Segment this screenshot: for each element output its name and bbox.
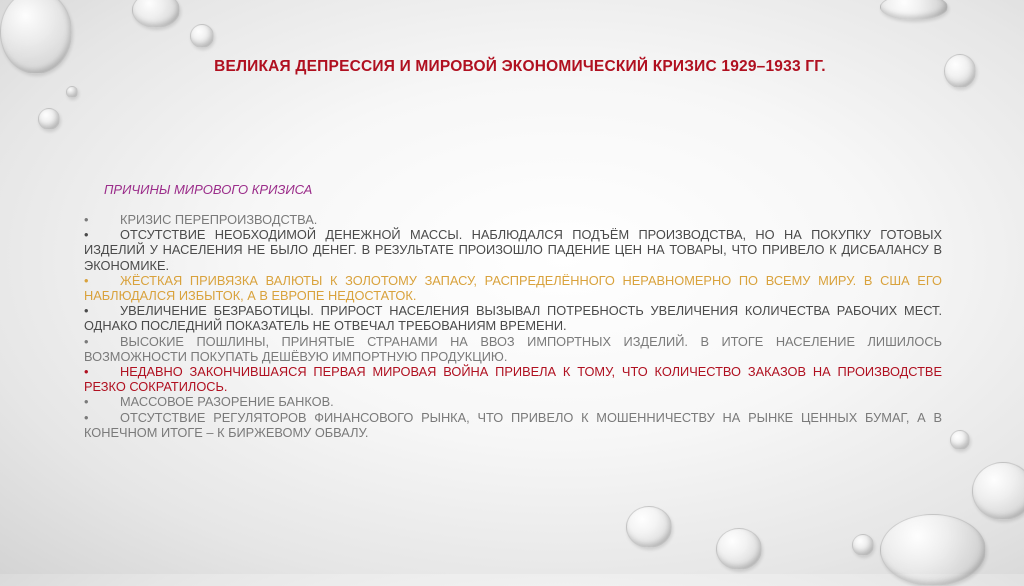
bullet-marker: •	[84, 409, 89, 425]
bullet-item	[84, 334, 942, 364]
water-drop-decoration	[972, 462, 1024, 520]
bullet-text: ЖЁСТКАЯ ПРИВЯЗКА ВАЛЮТЫ К ЗОЛОТОМУ ЗАПАСУ, РАСПРЕДЕЛЁННОГО НЕРАВНОМЕРНО ПО ВСЕМУ МИРУ. В США ЕГО НАБЛЮДАЛСЯ ИЗБЫТОК, А В ЕВРОПЕ НЕДОСТАТОК.	[84, 272, 942, 304]
bullet-marker: •	[84, 364, 89, 380]
water-drop-decoration	[38, 108, 60, 130]
bullet-text: УВЕЛИЧЕНИЕ БЕЗРАБОТИЦЫ. ПРИРОСТ НАСЕЛЕНИЯ ВЫЗЫВАЛ ПОТРЕБНОСТЬ УВЕЛИЧЕНИЯ КОЛИЧЕСТВА РАБОЧИХ МЕСТ. ОДНАКО ПОСЛЕДНИЙ ПОКАЗАТЕЛЬ НЕ ОТВЕЧАЛ ТРЕБОВАНИЯМ ВРЕМЕНИ.	[84, 303, 942, 334]
bullet-item	[84, 410, 942, 440]
bullet-text: КРИЗИС ПЕРЕПРОИЗВОДСТВА.	[120, 212, 318, 227]
slide-subtitle: ПРИЧИНЫ МИРОВОГО КРИЗИСА	[104, 182, 313, 197]
water-drop-decoration	[852, 534, 874, 556]
water-drop-decoration	[0, 0, 72, 74]
bullet-marker: •	[84, 333, 89, 349]
bullet-item	[84, 273, 942, 303]
bullet-text: ОТСУТСТВИЕ НЕОБХОДИМОЙ ДЕНЕЖНОЙ МАССЫ. НАБЛЮДАЛСЯ ПОДЪЁМ ПРОИЗВОДСТВА, НО НА ПОКУПКУ ГОТОВЫХ ИЗДЕЛИЙ У НАСЕЛЕНИЯ НЕ БЫЛО ДЕНЕГ. В РЕЗУЛЬТАТЕ ПРОИЗОШЛО ПАДЕНИЕ ЦЕН НА ТОВАРЫ, ЧТО ПРИВЕЛО К ДИСБАЛАНСУ В ЭКОНОМИКЕ.	[84, 227, 942, 273]
water-drop-decoration	[880, 514, 986, 586]
slide-title: ВЕЛИКАЯ ДЕПРЕССИЯ И МИРОВОЙ ЭКОНОМИЧЕСКИЙ КРИЗИС 1929–1933 ГГ.	[214, 58, 826, 75]
water-drop-decoration	[880, 0, 948, 20]
bullet-text: НЕДАВНО ЗАКОНЧИВШАЯСЯ ПЕРВАЯ МИРОВАЯ ВОЙНА ПРИВЕЛА К ТОМУ, ЧТО КОЛИЧЕСТВО ЗАКАЗОВ НА ПРОИЗВОДСТВЕ РЕЗКО СОКРАТИЛОСЬ.	[84, 364, 942, 395]
bullet-item	[84, 227, 942, 273]
bullet-item	[84, 303, 942, 333]
bullet-marker: •	[84, 272, 89, 288]
bullet-marker: •	[84, 303, 89, 319]
bullet-text: ВЫСОКИЕ ПОШЛИНЫ, ПРИНЯТЫЕ СТРАНАМИ НА ВВОЗ ИМПОРТНЫХ ИЗДЕЛИЙ. В ИТОГЕ НАСЕЛЕНИЕ ЛИШИЛОСЬ ВОЗМОЖНОСТИ ПОКУПАТЬ ДЕШЁВУЮ ИМПОРТНУЮ ПРОДУКЦИЮ.	[84, 333, 942, 364]
bullet-item	[84, 394, 942, 409]
water-drop-decoration	[190, 24, 214, 48]
water-drop-decoration	[626, 506, 672, 548]
bullet-list	[84, 212, 942, 440]
water-drop-decoration	[716, 528, 762, 570]
bullet-marker: •	[84, 394, 89, 410]
water-drop-decoration	[132, 0, 180, 28]
bullet-item	[84, 212, 942, 227]
water-drop-decoration	[66, 86, 78, 98]
bullet-text: ОТСУТСТВИЕ РЕГУЛЯТОРОВ ФИНАНСОВОГО РЫНКА, ЧТО ПРИВЕЛО К МОШЕННИЧЕСТВУ НА РЫНКЕ ЦЕННЫХ БУМАГ, А В КОНЕЧНОМ ИТОГЕ – К БИРЖЕВОМУ ОБВАЛУ.	[84, 409, 942, 440]
bullet-marker: •	[84, 227, 89, 243]
bullet-marker: •	[84, 212, 89, 227]
bullet-text: МАССОВОЕ РАЗОРЕНИЕ БАНКОВ.	[120, 394, 334, 410]
water-drop-decoration	[950, 430, 970, 450]
bullet-item	[84, 364, 942, 394]
